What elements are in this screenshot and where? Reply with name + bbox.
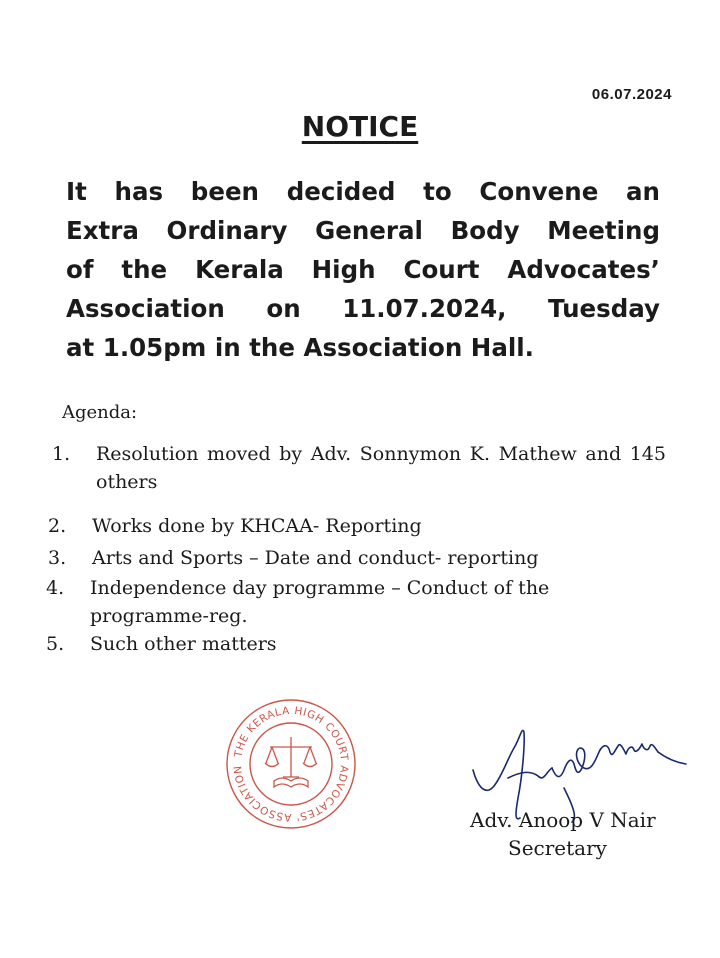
notice-body-line: of the Kerala High Court Advocates’ — [66, 255, 660, 284]
agenda-item-number: 4. — [46, 577, 65, 599]
notice-body-line: Extra Ordinary General Body Meeting — [66, 216, 660, 245]
notice-title-text: NOTICE — [301, 110, 419, 143]
agenda-item-text: Works done by KHCAA- Reporting — [92, 515, 422, 537]
agenda-item-number: 3. — [48, 547, 67, 569]
agenda-item-number: 1. — [52, 443, 71, 465]
notice-date: 06.07.2024 — [591, 86, 672, 103]
agenda-item-text: Resolution moved by Adv. Sonnymon K. Mathew and 145 others — [96, 443, 666, 493]
seal-ring-text: THE KERALA HIGH COURT ADVOCATES' ASSOCIATION — [231, 704, 351, 824]
agenda-heading: Agenda: — [62, 402, 138, 423]
notice-title — [0, 110, 720, 143]
signatory-name: Adv. Anoop V Nair — [470, 808, 656, 832]
notice-body-line: at 1.05pm in the Association Hall. — [66, 333, 534, 362]
agenda-item-number: 5. — [46, 633, 65, 655]
agenda-item-text: Independence day programme – Conduct of the programme-reg. — [90, 577, 550, 627]
agenda-item-number: 2. — [48, 515, 67, 537]
notice-body-line: It has been decided to Convene an — [66, 177, 660, 206]
signatory-role: Secretary — [508, 836, 607, 860]
notice-body — [66, 172, 660, 367]
association-seal-stamp — [222, 695, 360, 833]
notice-body-line: Association on 11.07.2024, Tuesday — [66, 294, 660, 323]
scales-of-justice-icon — [265, 737, 317, 787]
agenda-item-text: Arts and Sports – Date and conduct- reporting — [92, 547, 539, 569]
agenda-item-text: Such other matters — [90, 633, 277, 655]
